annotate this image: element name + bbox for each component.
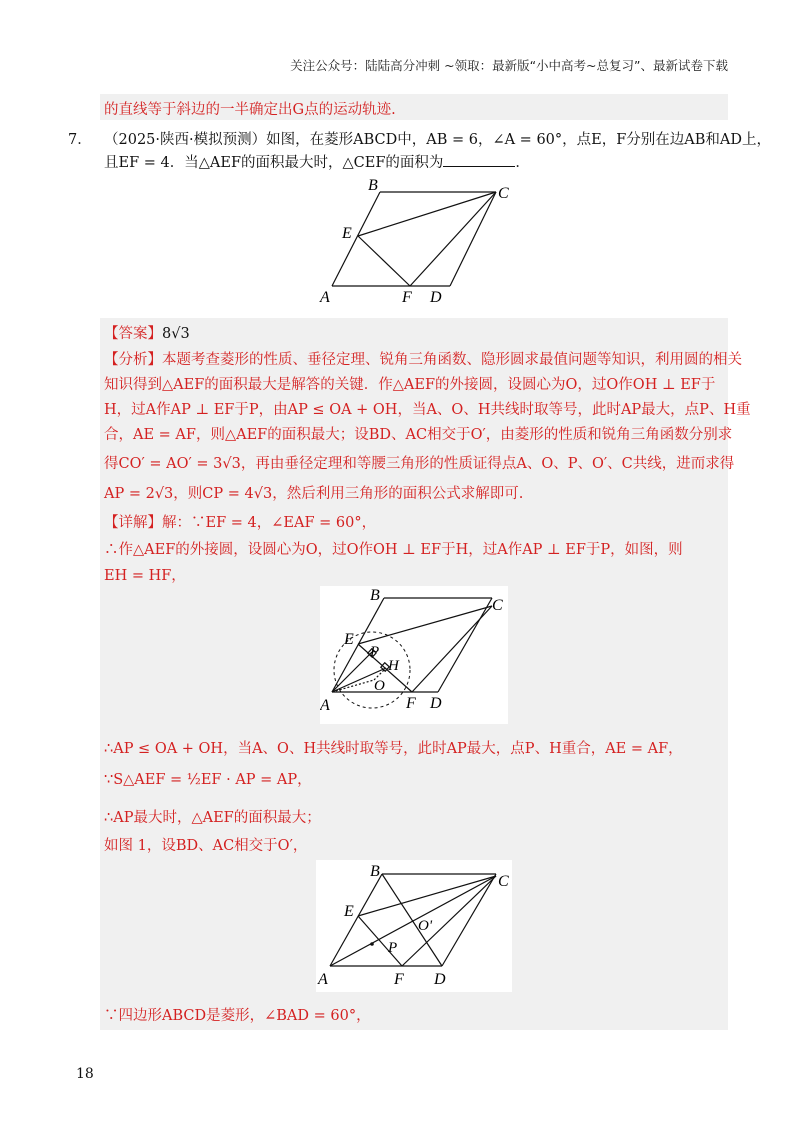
figure-2 — [320, 586, 508, 724]
fig1-label-b: B — [368, 177, 378, 194]
fig2-label-f: F — [406, 695, 416, 712]
analysis-line-6: AP = 2√3，则CP = 4√3，然后利用三角形的面积公式求解即可. — [104, 486, 524, 502]
edge-ab — [332, 192, 380, 286]
fig3-label-c: C — [498, 873, 509, 890]
answer-value: 8√3 — [162, 326, 190, 342]
solution-line-1 — [104, 511, 376, 532]
fig3-label-a: A — [318, 971, 328, 988]
fig2-label-d: D — [430, 695, 442, 712]
fig2-label-b: B — [370, 587, 380, 604]
fig2-label-e: E — [344, 631, 354, 648]
point-p — [370, 942, 374, 946]
solution-line-7: 如图 1，设BD、AC相交于O′， — [104, 838, 308, 854]
solution-text-1: 解：∵EF = 4，∠EAF = 60°， — [162, 515, 377, 531]
analysis-label: 【分析】 — [104, 352, 162, 368]
prev-tail-text: 的直线等于斜边的一半确定出G点的运动轨迹. — [104, 102, 396, 118]
question-line-2 — [104, 151, 530, 172]
answer-label: 【答案】 — [104, 326, 162, 342]
question-line-2-end: ． — [515, 155, 530, 171]
fig2-label-a: A — [320, 697, 330, 714]
figure-1-svg — [312, 176, 522, 306]
solution-line-3: EH = HF， — [104, 568, 186, 584]
fig3-label-e: E — [344, 903, 354, 920]
answer-blank — [443, 152, 515, 167]
fig3-label-oprime: O' — [418, 918, 433, 934]
figure-3-svg — [316, 860, 512, 992]
fig3-label-f: F — [394, 971, 404, 988]
fig1-label-f: F — [402, 289, 412, 306]
edge-cd — [450, 192, 496, 286]
answer-line — [104, 322, 190, 343]
segment-ef — [358, 236, 410, 286]
analysis-line-3: H，过A作AP ⊥ EF于P，由AP ≤ OA + OH，当A、O、H共线时取等号，此时AP最大，点P、H重 — [104, 402, 751, 418]
fig2-label-o: O — [374, 678, 385, 694]
question-number: 7． — [68, 132, 92, 148]
solution-line-2: ∴作△AEF的外接圆，设圆心为O，过O作OH ⊥ EF于H，过A作AP ⊥ EF于P，如图，则 — [104, 542, 683, 558]
fig2-label-h: H — [388, 658, 399, 674]
fig1-label-c: C — [498, 185, 509, 202]
page-header: 关注公众号：陆陆高分冲刺 ~领取：最新版“小中高考~总复习”、最新试卷下载 — [290, 58, 728, 73]
analysis-line-4: 合，AE = AF，则△AEF的面积最大；设BD、AC相交于O′，由菱形的性质和锐角三角函数分别求 — [104, 427, 733, 443]
fig3-label-d: D — [434, 971, 446, 988]
solution-line-5: ∵S△AEF = ½EF · AP = AP， — [104, 772, 312, 788]
analysis-line-5: 得CO′ = AO′ = 3√3，再由垂径定理和等腰三角形的性质证得点A、O、P、O′、C共线，进而求得 — [104, 456, 735, 472]
analysis-text-1: 本题考查菱形的性质、垂径定理、锐角三角函数、隐形圆求最值问题等知识，利用圆的相关 — [162, 352, 742, 368]
fig1-label-d: D — [430, 289, 442, 306]
fig3-label-p: P — [388, 940, 398, 956]
solution-label: 【详解】 — [104, 515, 162, 531]
figure-2-svg — [320, 586, 508, 724]
figure-3 — [316, 860, 512, 992]
analysis-line-2: 知识得到△AEF的面积最大是解答的关键．作△AEF的外接圆，设圆心为O，过O作OH ⊥ EF于 — [104, 377, 716, 393]
page-number: 18 — [76, 1066, 94, 1082]
fig1-label-a: A — [320, 289, 330, 306]
question-line-2-text: 且EF = 4．当△AEF的面积最大时，△CEF的面积为 — [104, 155, 444, 171]
fig3-label-b: B — [370, 863, 380, 880]
solution-line-4: ∴AP ≤ OA + OH，当A、O、H共线时取等号，此时AP最大，点P、H重合，AE = AF， — [104, 741, 683, 757]
analysis-line-1 — [104, 348, 742, 369]
fig1-label-e: E — [342, 225, 352, 242]
question-line-1: （2025·陕西·模拟预测）如图，在菱形ABCD中，AB = 6，∠A = 60°，点E，F分别在边AB和AD上， — [104, 132, 772, 148]
fig2-label-c: C — [492, 597, 503, 614]
figure-1 — [312, 176, 522, 306]
solution-line-8: ∵四边形ABCD是菱形，∠BAD = 60°， — [104, 1008, 371, 1024]
fig2-label-p: P — [370, 644, 380, 660]
solution-line-6: ∴AP最大时，△AEF的面积最大； — [104, 810, 321, 826]
